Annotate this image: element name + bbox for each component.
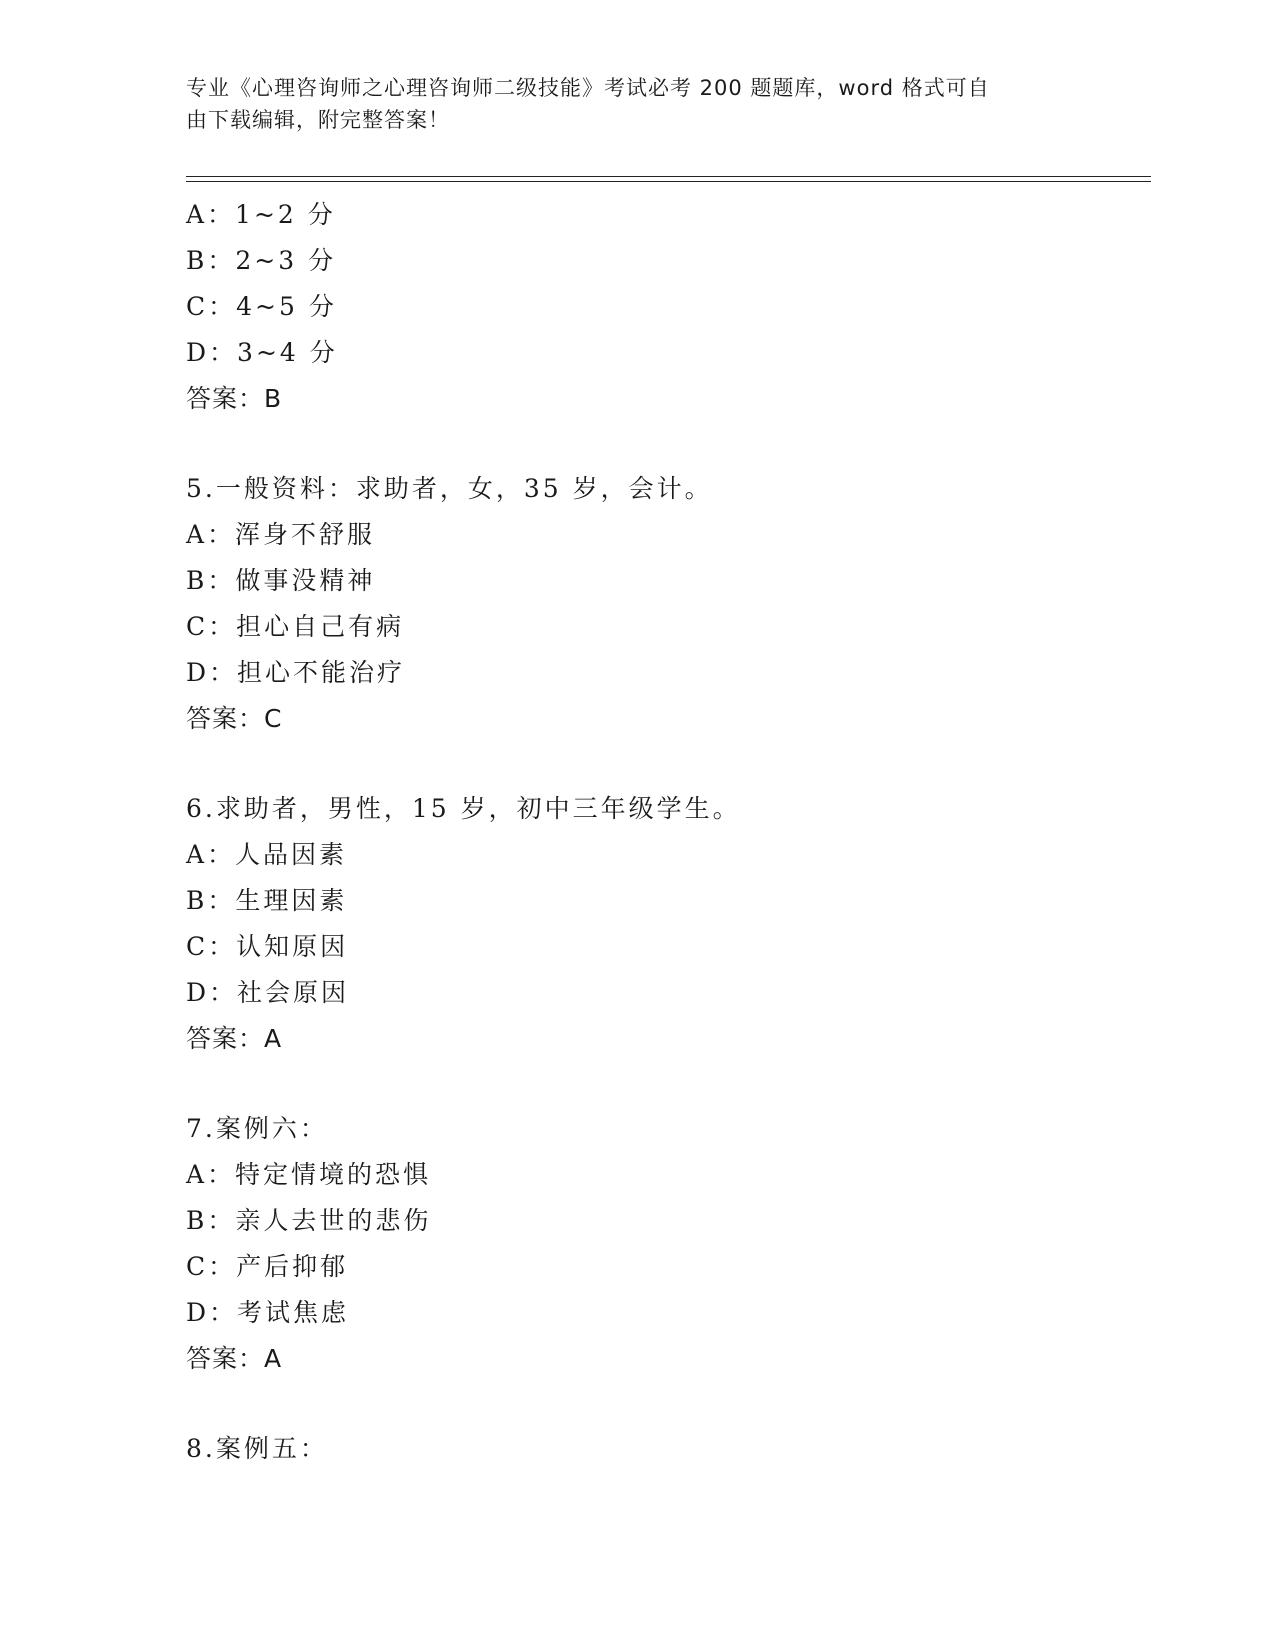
answer: 答案：A <box>186 1024 283 1053</box>
option-a: A：特定情境的恐惧 <box>186 1160 432 1189</box>
header-line-1: 专业《心理咨询师之心理咨询师二级技能》考试必考 200 题题库，word 格式可自 <box>186 76 990 100</box>
question-7 <box>186 1106 1086 1382</box>
header-divider-top <box>186 176 1151 177</box>
header-divider-bottom <box>186 181 1151 182</box>
document-header <box>186 72 1066 136</box>
option-c: C：产后抑郁 <box>186 1252 349 1281</box>
question-list <box>186 192 1086 1472</box>
question-4 <box>186 192 1086 422</box>
option-d: D：担心不能治疗 <box>186 658 406 687</box>
answer: 答案：B <box>186 384 283 413</box>
option-b: B：生理因素 <box>186 886 348 915</box>
question-stem: 7.案例六： <box>186 1114 328 1143</box>
option-c: C：认知原因 <box>186 932 349 961</box>
option-c: C：4~5 分 <box>186 292 337 321</box>
answer: 答案：A <box>186 1344 283 1373</box>
option-b: B：亲人去世的悲伤 <box>186 1206 432 1235</box>
question-stem: 8.案例五： <box>186 1434 328 1463</box>
option-d: D：社会原因 <box>186 978 350 1007</box>
option-d: D：考试焦虑 <box>186 1298 350 1327</box>
option-a: A：人品因素 <box>186 840 348 869</box>
header-line-2: 由下载编辑，附完整答案！ <box>186 108 450 132</box>
question-stem: 6.求助者，男性，15 岁，初中三年级学生。 <box>186 794 741 823</box>
question-8 <box>186 1426 1086 1472</box>
option-a: A：浑身不舒服 <box>186 520 376 549</box>
option-b: B：做事没精神 <box>186 566 376 595</box>
answer: 答案：C <box>186 704 283 733</box>
question-6 <box>186 786 1086 1062</box>
option-a: A：1~2 分 <box>186 200 336 229</box>
question-5 <box>186 466 1086 742</box>
option-c: C：担心自己有病 <box>186 612 405 641</box>
option-b: B：2~3 分 <box>186 246 337 275</box>
question-stem: 5.一般资料：求助者，女，35 岁，会计。 <box>186 474 713 503</box>
option-d: D：3~4 分 <box>186 338 338 367</box>
